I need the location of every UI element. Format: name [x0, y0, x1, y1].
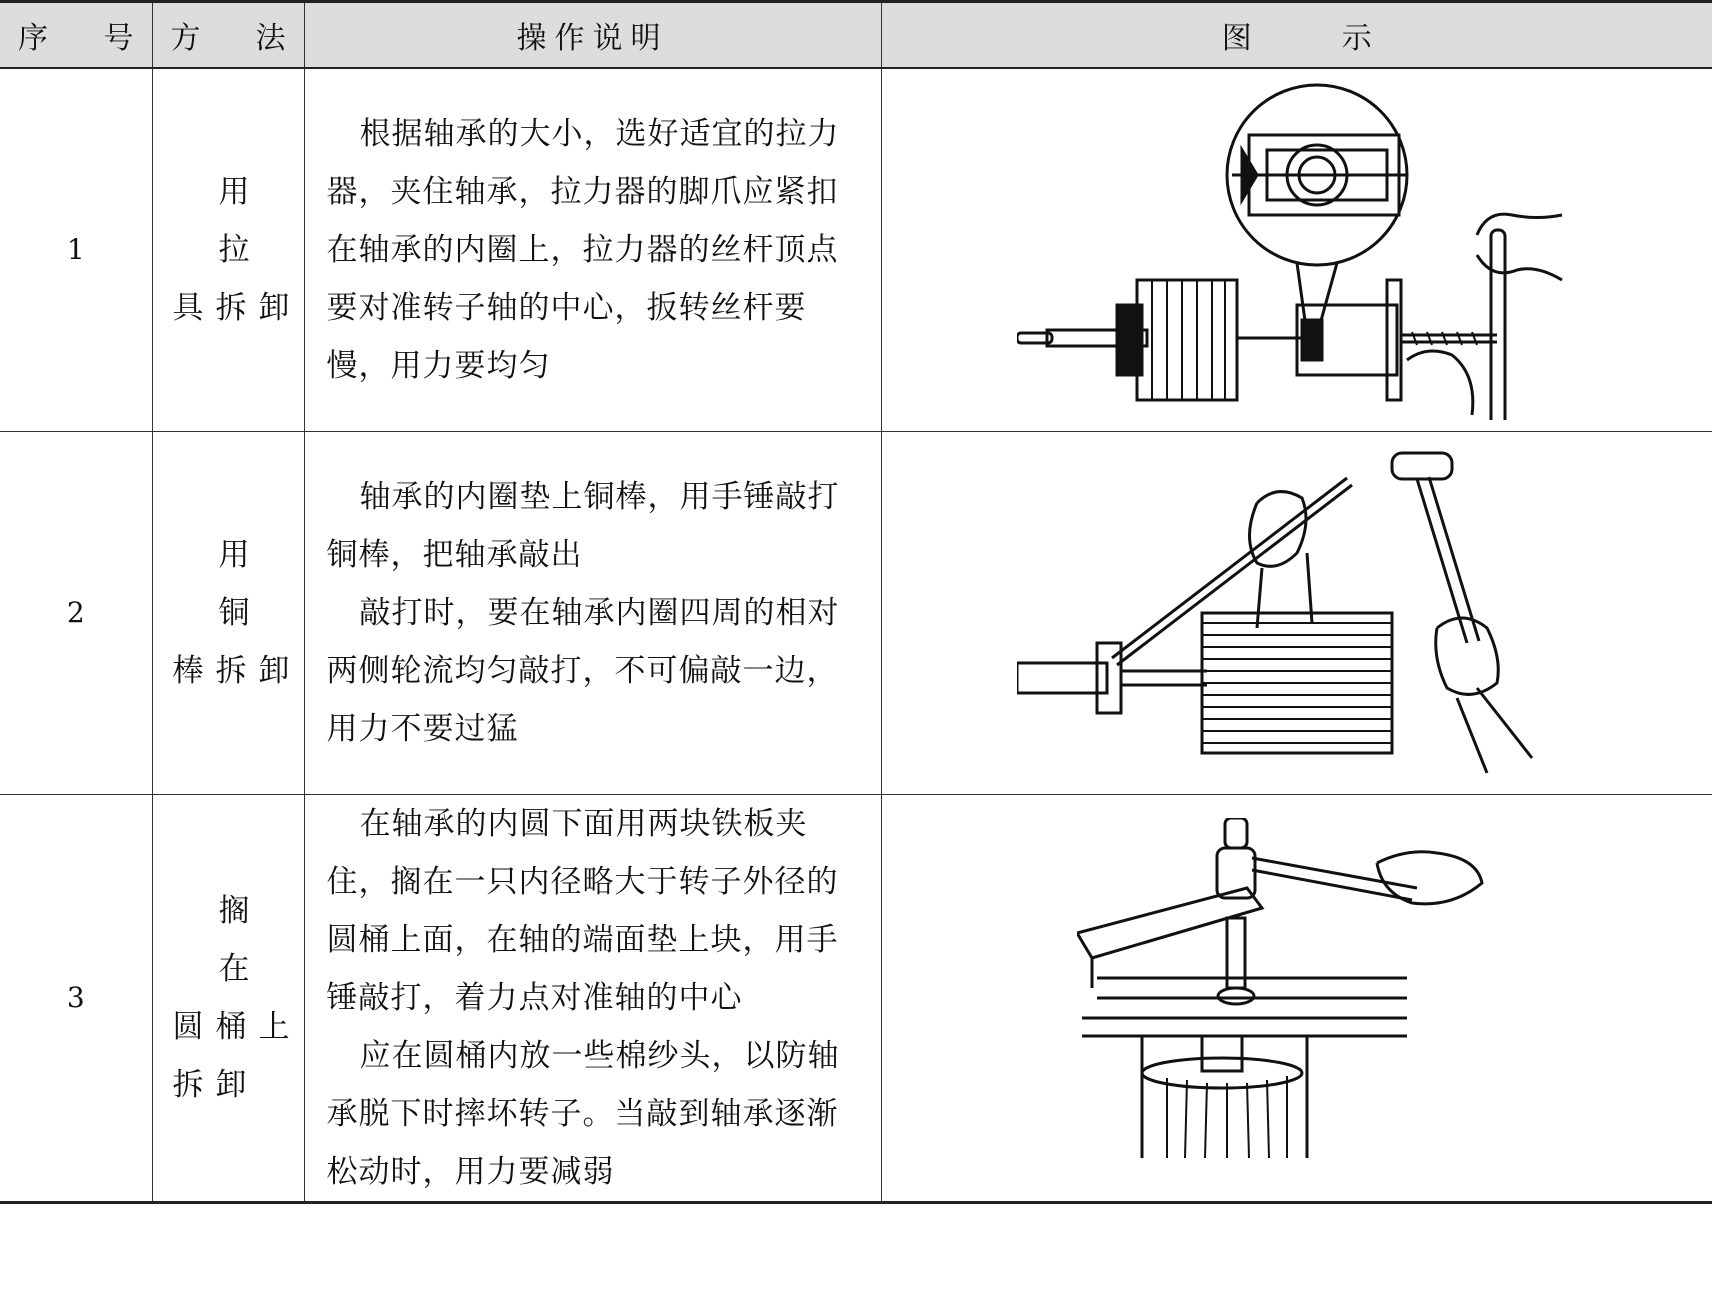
bucket-support-hammer-illustration — [1077, 818, 1517, 1178]
description-cell: 轴承的内圈垫上铜棒，用手锤敲打铜棒，把轴承敲出 敲打时，要在轴承内圈四周的相对两侧轮流均匀敲打，不可偏敲一边，用力不要过猛 — [304, 431, 881, 794]
puller-bearing-removal-illustration — [1017, 80, 1577, 420]
table-row — [0, 794, 1712, 1202]
row-number: 2 — [0, 431, 152, 794]
header-no: 序 号 — [0, 2, 152, 69]
figure-cell — [881, 68, 1712, 431]
row-number: 3 — [0, 794, 152, 1202]
copper-rod-hammer-illustration — [1017, 443, 1577, 783]
table-header-row — [0, 2, 1712, 69]
header-figure: 图示 — [881, 2, 1712, 69]
header-method: 方 法 — [152, 2, 304, 69]
table-row — [0, 68, 1712, 431]
method-cell: 用拉 具拆卸 — [152, 68, 304, 431]
method-cell: 搁在 圆桶上 拆卸 — [152, 794, 304, 1202]
figure-cell — [881, 794, 1712, 1202]
description-cell: 在轴承的内圆下面用两块铁板夹住，搁在一只内径略大于转子外径的圆桶上面，在轴的端面垫上块，用手锤敲打，着力点对准轴的中心 应在圆桶内放一些棉纱头，以防轴承脱下时摔坏转子。当敲到轴承逐渐松动时，用力要减弱 — [304, 794, 881, 1202]
description-cell: 根据轴承的大小，选好适宜的拉力器，夹住轴承，拉力器的脚爪应紧扣在轴承的内圈上，拉力器的丝杆顶点要对准转子轴的中心，扳转丝杆要慢，用力要均匀 — [304, 68, 881, 431]
table-row — [0, 431, 1712, 794]
figure-cell — [881, 431, 1712, 794]
row-number: 1 — [0, 68, 152, 431]
header-description: 操作说明 — [304, 2, 881, 69]
method-cell: 用铜 棒拆卸 — [152, 431, 304, 794]
